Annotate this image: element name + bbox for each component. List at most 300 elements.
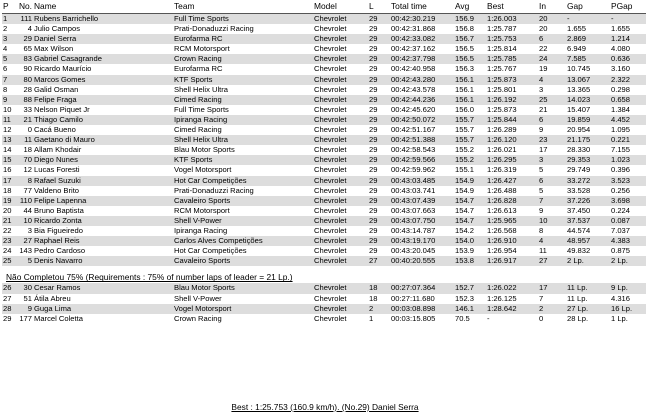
cell-model: Chevrolet [314, 303, 347, 313]
cell-team: Hot Car Competições [174, 175, 247, 185]
cell-avg: 154.0 [455, 236, 475, 246]
cell-model: Chevrolet [314, 94, 347, 104]
cell-avg: 155.2 [455, 155, 475, 165]
table-row [2, 186, 646, 196]
cell-l: 29 [369, 135, 378, 145]
cell-pgap: 7.155 [611, 145, 631, 155]
cell-in: 23 [539, 135, 548, 145]
cell-gap: - [567, 14, 570, 23]
cell-no: 9 [27, 303, 32, 313]
cell-gap: 29.749 [567, 165, 591, 175]
table-row [2, 54, 646, 64]
cell-l: 29 [369, 215, 378, 225]
col-total-time: Total time [391, 1, 427, 11]
cell-best: 1:25.873 [487, 104, 517, 114]
cell-best: 1:26.120 [487, 135, 517, 145]
col-model: Model [314, 1, 337, 11]
cell-avg: 156.0 [455, 104, 475, 114]
cell-no: 51 [23, 293, 32, 303]
cell-avg: 154.2 [455, 225, 475, 235]
header-row [2, 0, 646, 14]
cell-name: Felipe Lapenna [34, 195, 87, 205]
cell-gap: 28 Lp. [567, 313, 589, 323]
cell-model: Chevrolet [314, 14, 347, 23]
cell-model: Chevrolet [314, 145, 347, 155]
table-row [2, 314, 646, 324]
cell-avg: 155.7 [455, 135, 475, 145]
cell-p: 27 [3, 293, 12, 303]
cell-total: 00:03:15.805 [391, 313, 436, 323]
cell-pgap: 4.383 [611, 236, 631, 246]
table-row [2, 125, 646, 135]
cell-name: Gabriel Casagrande [34, 54, 102, 64]
cell-in: 27 [539, 256, 548, 266]
cell-best: 1:25.844 [487, 114, 517, 124]
cell-best: 1:26.954 [487, 246, 517, 256]
cell-no: 44 [23, 205, 32, 215]
cell-best: 1:25.785 [487, 54, 517, 64]
cell-in: 19 [539, 64, 548, 74]
cell-p: 8 [3, 84, 8, 94]
cell-pgap: 0.636 [611, 54, 631, 64]
cell-l: 18 [369, 293, 378, 303]
cell-best: 1:25.965 [487, 215, 517, 225]
table-row [2, 246, 646, 256]
cell-pgap: 0.396 [611, 165, 631, 175]
cell-gap: 37.450 [567, 205, 591, 215]
table-row [2, 256, 646, 266]
cell-l: 29 [369, 145, 378, 155]
cell-best: 1:26.192 [487, 94, 517, 104]
cell-pgap: - [611, 14, 614, 23]
cell-best: 1:26.125 [487, 293, 517, 303]
cell-model: Chevrolet [314, 135, 347, 145]
cell-total: 00:43:07.750 [391, 215, 436, 225]
cell-p: 29 [3, 313, 12, 323]
cell-model: Chevrolet [314, 283, 347, 293]
cell-pgap: 0.298 [611, 84, 631, 94]
cell-pgap: 3.523 [611, 175, 631, 185]
cell-no: 80 [23, 74, 32, 84]
table-row [2, 283, 646, 293]
cell-best: 1:25.801 [487, 84, 517, 94]
cell-name: Marcel Coletta [34, 313, 83, 323]
cell-p: 26 [3, 283, 12, 293]
cell-best: 1:26.319 [487, 165, 517, 175]
cell-model: Chevrolet [314, 84, 347, 94]
cell-p: 6 [3, 64, 8, 74]
cell-best: 1:25.787 [487, 24, 517, 34]
cell-no: 4 [27, 24, 32, 34]
cell-in: 10 [539, 215, 548, 225]
cell-p: 9 [3, 94, 8, 104]
cell-no: 77 [23, 185, 32, 195]
cell-gap: 49.832 [567, 246, 591, 256]
cell-model: Chevrolet [314, 313, 347, 323]
cell-team: Hot Car Competições [174, 246, 247, 256]
cell-name: Denis Navarro [34, 256, 83, 266]
cell-name: Galid Osman [34, 84, 79, 94]
cell-avg: 155.1 [455, 165, 475, 175]
cell-l: 29 [369, 246, 378, 256]
cell-gap: 2 Lp. [567, 256, 584, 266]
cell-model: Chevrolet [314, 44, 347, 54]
cell-total: 00:03:08.898 [391, 303, 436, 313]
cell-avg: 153.8 [455, 256, 475, 266]
cell-pgap: 4.452 [611, 114, 631, 124]
cell-model: Chevrolet [314, 293, 347, 303]
cell-no: 111 [20, 14, 32, 23]
cell-pgap: 16 Lp. [611, 303, 633, 313]
cell-total: 00:27:11.680 [391, 293, 435, 303]
cell-in: 7 [539, 293, 544, 303]
table-row [2, 115, 646, 125]
cell-model: Chevrolet [314, 24, 347, 34]
cell-pgap: 0.221 [611, 135, 631, 145]
cell-total: 00:40:20.555 [391, 256, 436, 266]
cell-gap: 29.353 [567, 155, 591, 165]
cell-no: 29 [23, 34, 32, 44]
cell-avg: 156.1 [455, 74, 475, 84]
cell-name: Guga Lima [34, 303, 72, 313]
cell-best: 1:26.828 [487, 195, 517, 205]
cell-in: 3 [539, 84, 544, 94]
table-row [2, 294, 646, 304]
cell-avg: 156.5 [455, 54, 475, 64]
cell-total: 00:42:37.162 [391, 44, 436, 54]
cell-total: 00:42:50.072 [391, 114, 436, 124]
cell-total: 00:43:20.045 [391, 246, 436, 256]
table-row [2, 155, 646, 165]
cell-p: 14 [3, 145, 12, 155]
cell-p: 12 [3, 125, 12, 135]
cell-p: 18 [3, 185, 12, 195]
cell-total: 00:43:14.787 [391, 225, 436, 235]
cell-avg: 154.7 [455, 205, 475, 215]
cell-no: 21 [23, 114, 32, 124]
cell-gap: 19.859 [567, 114, 591, 124]
cell-in: 6 [539, 114, 544, 124]
cell-pgap: 3.160 [611, 64, 631, 74]
table-row [2, 75, 646, 85]
col-avg: Avg [455, 1, 470, 11]
col-gap: Gap [567, 1, 583, 11]
cell-pgap: 1.095 [611, 125, 631, 135]
cell-no: 5 [27, 256, 32, 266]
cell-avg: 155.2 [455, 145, 475, 155]
cell-p: 25 [3, 256, 12, 266]
cell-team: Cavaleiro Sports [174, 256, 231, 266]
cell-total: 00:42:37.798 [391, 54, 436, 64]
cell-name: Allam Khodair [34, 145, 82, 155]
cell-model: Chevrolet [314, 185, 347, 195]
cell-total: 00:42:43.280 [391, 74, 436, 84]
cell-in: 7 [539, 195, 544, 205]
cell-pgap: 0.087 [611, 215, 631, 225]
cell-no: 90 [23, 64, 32, 74]
cell-no: 83 [23, 54, 32, 64]
cell-pgap: 2.322 [611, 74, 631, 84]
cell-avg: 156.1 [455, 84, 475, 94]
cell-avg: 153.9 [455, 246, 475, 256]
cell-l: 29 [369, 104, 378, 114]
cell-in: 6 [539, 34, 544, 44]
cell-no: 27 [23, 236, 32, 246]
not-completed-heading: Não Completou 75% (Requirements : 75% of number laps of leader = 21 Lp.) [6, 272, 293, 283]
table-row [2, 206, 646, 216]
cell-best: 1:26.568 [487, 225, 517, 235]
cell-avg: 156.3 [455, 64, 475, 74]
cell-best: 1:26.910 [487, 236, 517, 246]
cell-model: Chevrolet [314, 246, 347, 256]
cell-best: 1:26.022 [487, 283, 517, 293]
cell-best: 1:26.613 [487, 205, 517, 215]
cell-gap: 6.949 [567, 44, 587, 54]
cell-l: 29 [369, 94, 378, 104]
cell-best: 1:26.021 [487, 145, 517, 155]
cell-total: 00:42:31.868 [391, 24, 436, 34]
cell-gap: 28.330 [567, 145, 591, 155]
table-row [2, 196, 646, 206]
cell-p: 7 [3, 74, 8, 84]
cell-gap: 11 Lp. [567, 283, 588, 293]
table-row [2, 135, 646, 145]
cell-best: 1:26.003 [487, 14, 517, 23]
cell-total: 00:42:59.962 [391, 165, 436, 175]
cell-name: Rubens Barrichello [34, 14, 99, 23]
cell-team: Blau Motor Sports [174, 283, 235, 293]
cell-in: 20 [539, 14, 548, 23]
cell-total: 00:42:59.566 [391, 155, 436, 165]
cell-l: 27 [369, 256, 378, 266]
cell-total: 00:42:40.958 [391, 64, 436, 74]
cell-name: Diego Nunes [34, 155, 78, 165]
cell-gap: 20.954 [567, 125, 591, 135]
best-lap-line: Best : 1:25.753 (160.9 km/h). (No.29) Daniel Serra [231, 402, 419, 412]
table-row [2, 304, 646, 314]
cell-no: 65 [23, 44, 32, 54]
cell-l: 29 [369, 24, 378, 34]
cell-in: 25 [539, 94, 548, 104]
cell-gap: 27 Lp. [567, 303, 589, 313]
cell-pgap: 0.658 [611, 94, 631, 104]
cell-model: Chevrolet [314, 125, 347, 135]
cell-in: 0 [539, 313, 544, 323]
cell-p: 5 [3, 54, 8, 64]
cell-name: Thiago Camilo [34, 114, 83, 124]
cell-avg: 154.9 [455, 185, 475, 195]
cell-in: 8 [539, 225, 544, 235]
cell-name: Gaetano di Mauro [34, 135, 95, 145]
cell-total: 00:42:43.578 [391, 84, 436, 94]
cell-p: 22 [3, 225, 12, 235]
cell-pgap: 4.316 [611, 293, 631, 303]
table-row [2, 165, 646, 175]
col-laps: L [369, 1, 374, 11]
cell-total: 00:43:07.663 [391, 205, 436, 215]
cell-l: 29 [369, 225, 378, 235]
cell-in: 9 [539, 125, 544, 135]
cell-team: Prati-Donaduzzi Racing [174, 185, 254, 195]
results-table [2, 0, 646, 324]
table-row [2, 85, 646, 95]
cell-total: 00:42:30.219 [391, 14, 436, 23]
cell-no: 8 [27, 175, 32, 185]
cell-avg: 156.1 [455, 94, 475, 104]
cell-pgap: 3.698 [611, 195, 631, 205]
cell-total: 00:42:45.620 [391, 104, 436, 114]
cell-pgap: 0.875 [611, 246, 631, 256]
cell-team: RCM Motorsport [174, 205, 230, 215]
cell-p: 15 [3, 155, 12, 165]
table-row [2, 216, 646, 226]
cell-p: 17 [3, 175, 12, 185]
cell-team: Crown Racing [174, 54, 222, 64]
cell-team: Carlos Alves Competições [174, 236, 263, 246]
cell-gap: 37.226 [567, 195, 591, 205]
cell-avg: 155.7 [455, 125, 475, 135]
cell-l: 29 [369, 236, 378, 246]
cell-no: 30 [23, 283, 32, 293]
cell-name: Cacá Bueno [34, 125, 76, 135]
cell-name: Ricardo Maurício [34, 64, 92, 74]
cell-total: 00:42:44.236 [391, 94, 436, 104]
cell-model: Chevrolet [314, 195, 347, 205]
cell-best: 1:26.488 [487, 185, 517, 195]
cell-avg: 156.5 [455, 44, 475, 54]
completed-rows [2, 14, 646, 267]
cell-best: 1:25.814 [487, 44, 517, 54]
cell-avg: 154.7 [455, 215, 475, 225]
cell-best: 1:26.295 [487, 155, 517, 165]
cell-name: Nelson Piquet Jr [34, 104, 90, 114]
cell-gap: 7.585 [567, 54, 587, 64]
cell-no: 28 [23, 84, 32, 94]
cell-l: 29 [369, 14, 378, 23]
cell-team: KTF Sports [174, 155, 213, 165]
cell-name: Átila Abreu [34, 293, 71, 303]
cell-name: Marcos Gomes [34, 74, 86, 84]
cell-team: Ipiranga Racing [174, 114, 228, 124]
cell-p: 11 [3, 114, 11, 124]
cell-p: 10 [3, 104, 12, 114]
cell-in: 17 [539, 283, 548, 293]
cell-team: Vogel Motorsport [174, 165, 232, 175]
cell-l: 29 [369, 44, 378, 54]
cell-name: Bruno Baptista [34, 205, 84, 215]
cell-best: 1:25.753 [487, 34, 517, 44]
cell-no: 11 [24, 135, 32, 145]
cell-total: 00:42:33.082 [391, 34, 436, 44]
cell-pgap: 0.256 [611, 185, 631, 195]
cell-pgap: 1.023 [611, 155, 631, 165]
cell-avg: 156.8 [455, 24, 475, 34]
cell-gap: 14.023 [567, 94, 591, 104]
cell-in: 5 [539, 185, 544, 195]
cell-no: 88 [23, 94, 32, 104]
cell-model: Chevrolet [314, 64, 347, 74]
cell-p: 3 [3, 34, 8, 44]
cell-in: 22 [539, 44, 548, 54]
cell-team: Eurofarma RC [174, 34, 223, 44]
not-completed-rows [2, 283, 646, 323]
cell-p: 23 [3, 236, 12, 246]
cell-total: 00:43:03.485 [391, 175, 436, 185]
cell-no: 177 [19, 313, 32, 323]
cell-total: 00:42:51.388 [391, 135, 436, 145]
cell-l: 29 [369, 205, 378, 215]
cell-team: Blau Motor Sports [174, 145, 235, 155]
cell-model: Chevrolet [314, 165, 347, 175]
cell-total: 00:42:51.167 [391, 125, 436, 135]
table-row [2, 226, 646, 236]
cell-model: Chevrolet [314, 215, 347, 225]
cell-gap: 48.957 [567, 236, 591, 246]
cell-team: Prati-Donaduzzi Racing [174, 24, 254, 34]
cell-in: 4 [539, 74, 544, 84]
cell-in: 3 [539, 155, 544, 165]
cell-no: 3 [27, 225, 32, 235]
cell-name: Raphael Reis [34, 236, 80, 246]
cell-no: 143 [19, 246, 32, 256]
col-name: Name [34, 1, 57, 11]
cell-l: 29 [369, 195, 378, 205]
cell-avg: 155.7 [455, 114, 475, 124]
table-row [2, 145, 646, 155]
table-row [2, 236, 646, 246]
cell-p: 4 [3, 44, 8, 54]
cell-p: 2 [3, 24, 8, 34]
col-p: P [3, 1, 9, 11]
cell-name: Daniel Serra [34, 34, 77, 44]
cell-name: Julio Campos [34, 24, 81, 34]
cell-l: 18 [369, 283, 378, 293]
cell-team: Eurofarma RC [174, 64, 223, 74]
cell-name: Max Wilson [34, 44, 74, 54]
cell-model: Chevrolet [314, 205, 347, 215]
table-row [2, 105, 646, 115]
cell-pgap: 1.655 [611, 24, 631, 34]
cell-team: Cimed Racing [174, 125, 222, 135]
cell-best: 1:25.767 [487, 64, 517, 74]
cell-pgap: 4.080 [611, 44, 631, 54]
cell-avg: 156.9 [455, 14, 475, 23]
cell-in: 11 [539, 246, 547, 256]
cell-model: Chevrolet [314, 74, 347, 84]
col-no: No. [18, 1, 32, 11]
cell-team: Cimed Racing [174, 94, 222, 104]
cell-team: Crown Racing [174, 313, 222, 323]
cell-avg: 152.3 [455, 293, 475, 303]
table-row [2, 14, 646, 25]
cell-gap: 1.655 [567, 24, 587, 34]
cell-model: Chevrolet [314, 114, 347, 124]
cell-l: 29 [369, 64, 378, 74]
cell-model: Chevrolet [314, 155, 347, 165]
cell-pgap: 9 Lp. [611, 283, 628, 293]
table-row [2, 176, 646, 186]
cell-l: 29 [369, 54, 378, 64]
cell-team: Ipiranga Racing [174, 225, 228, 235]
cell-gap: 33.528 [567, 185, 591, 195]
cell-in: 5 [539, 165, 544, 175]
cell-p: 24 [3, 246, 12, 256]
cell-team: Shell Helix Ultra [174, 84, 229, 94]
cell-team: Vogel Motorsport [174, 303, 232, 313]
cell-no: 18 [23, 145, 32, 155]
cell-pgap: 1.214 [611, 34, 631, 44]
cell-no: 33 [23, 104, 32, 114]
